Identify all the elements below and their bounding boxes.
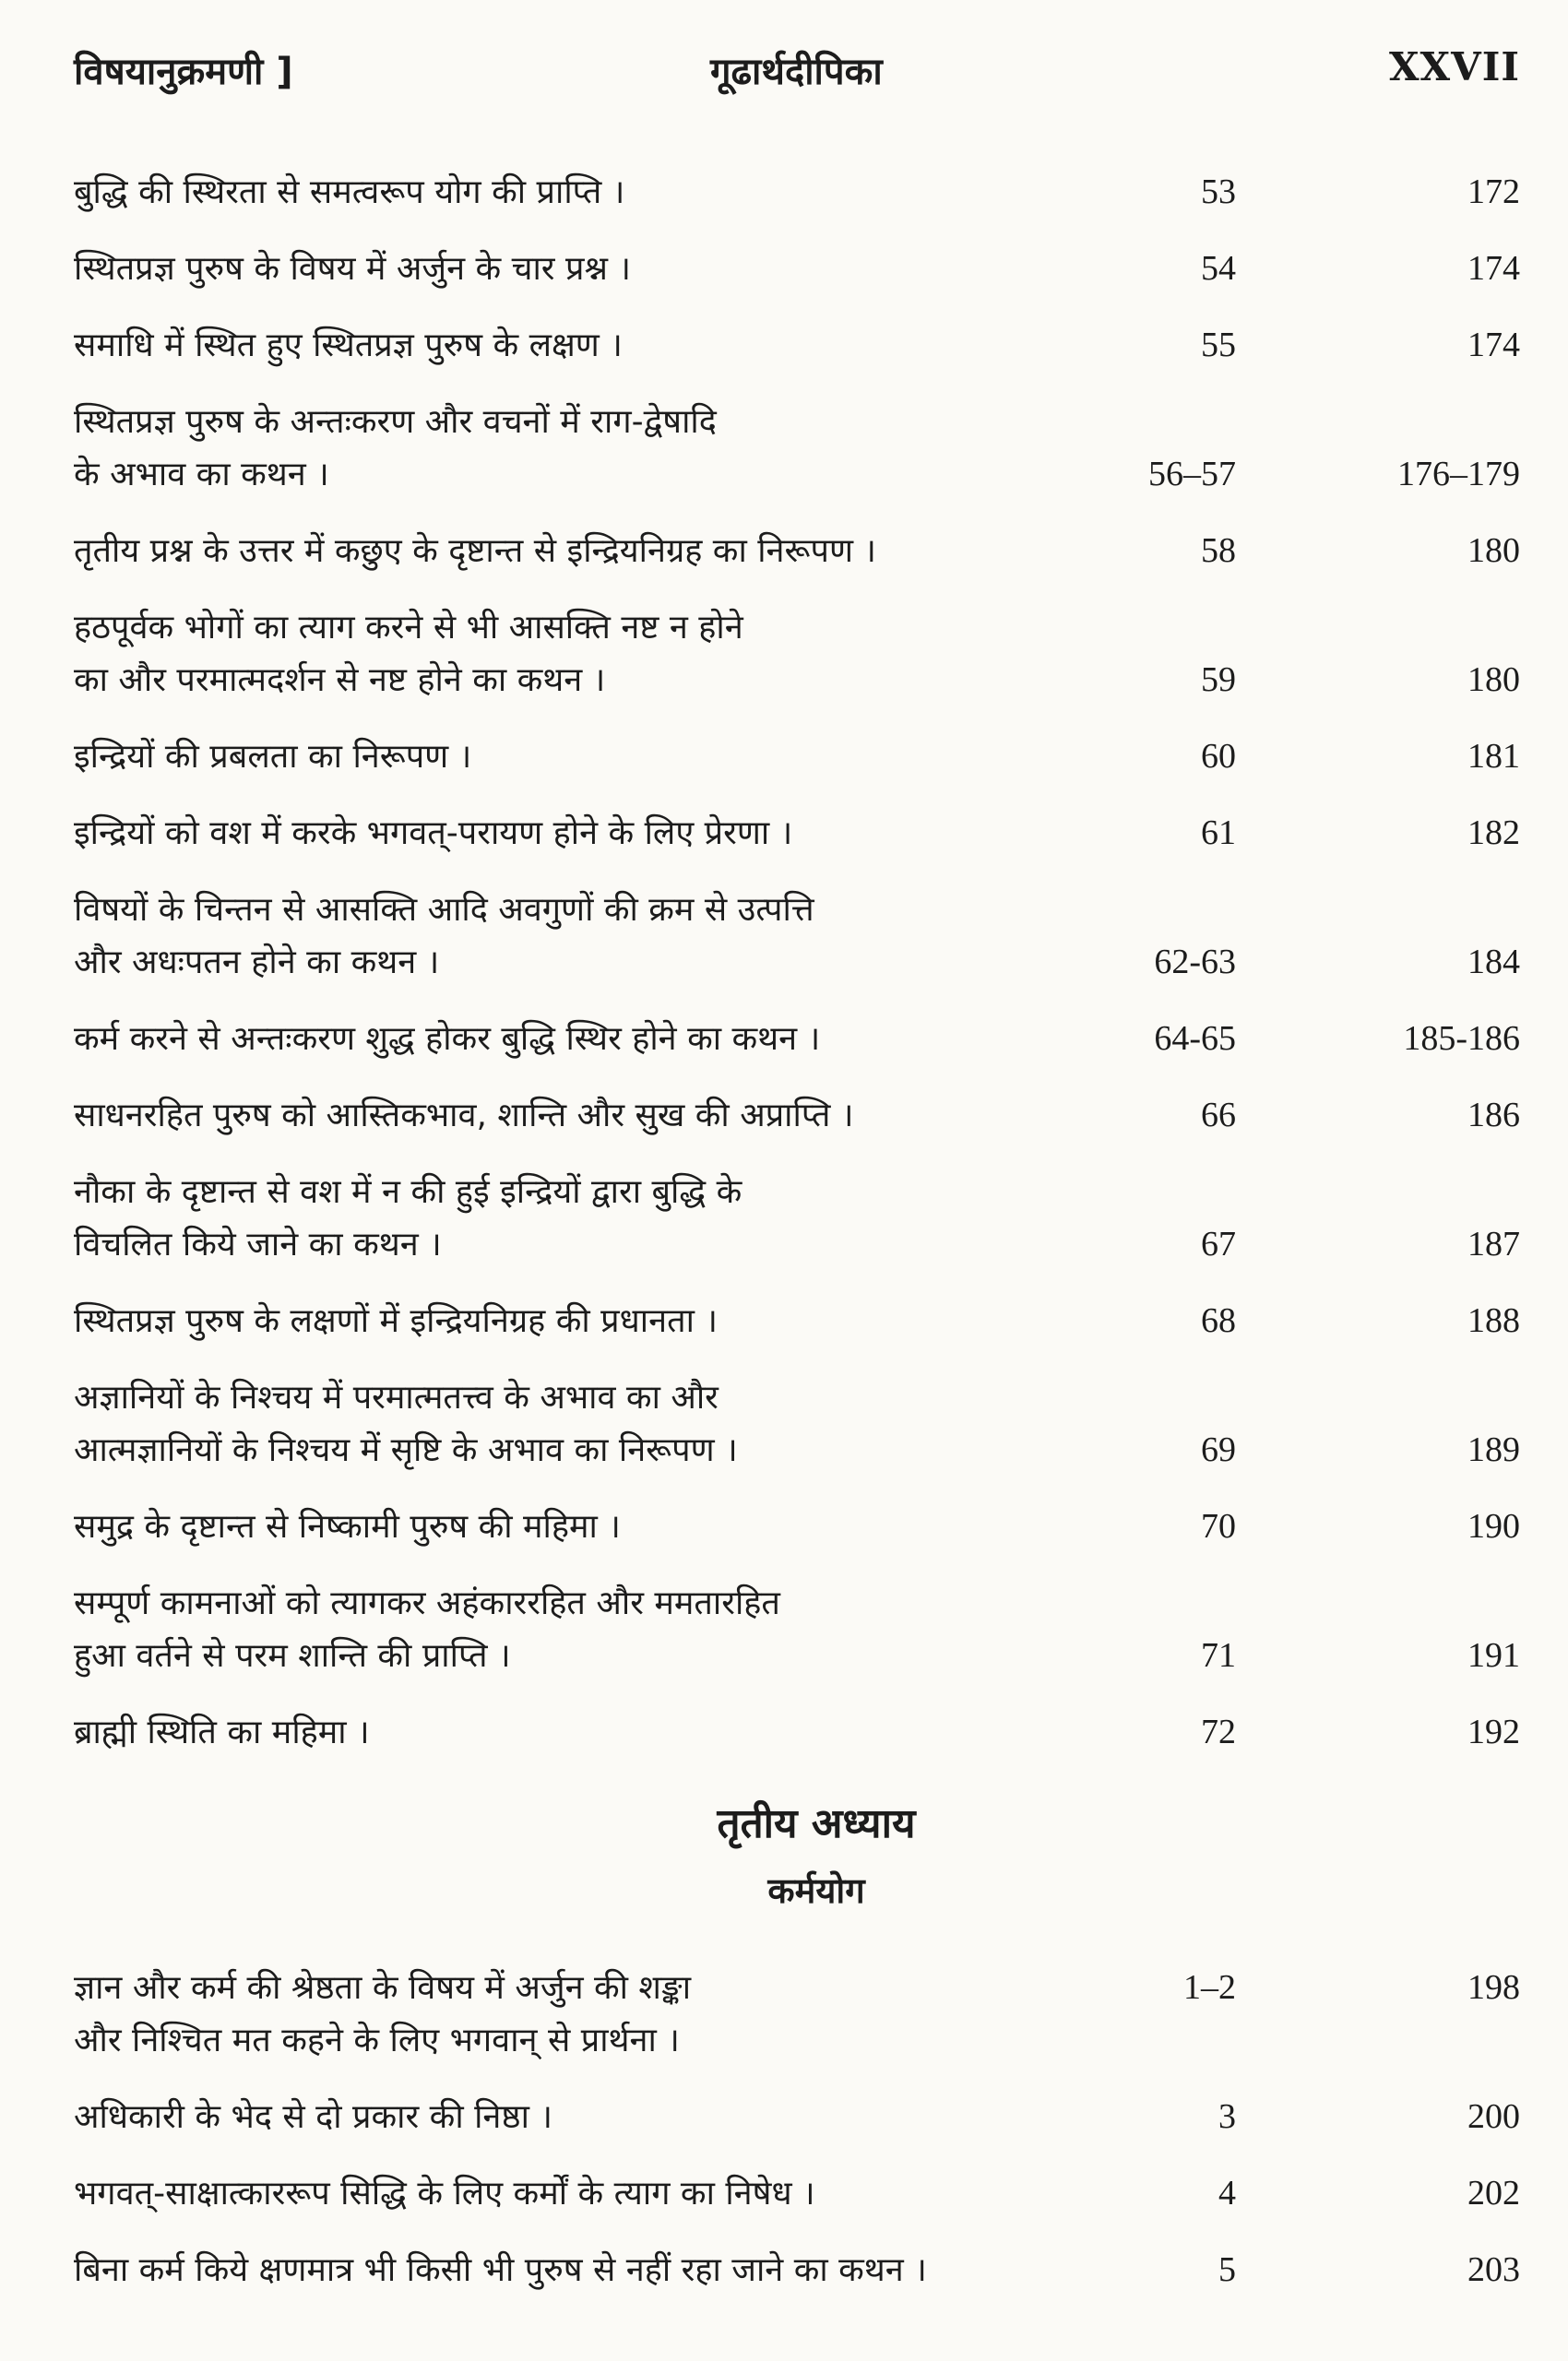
toc-entry: [74, 1166, 1522, 1271]
toc-entry: [74, 601, 1522, 706]
toc-entry: [74, 1089, 1522, 1142]
toc-entry-verse: 4: [1218, 2174, 1236, 2213]
toc-entry-verse: 58: [1201, 531, 1236, 570]
toc-entry-text: अधिकारी के भेद से दो प्रकार की निष्ठा ।: [74, 2098, 553, 2136]
toc-entry: [74, 807, 1522, 860]
toc-entry-verse: 3: [1218, 2097, 1236, 2136]
toc-entry: [74, 1962, 1522, 2067]
toc-entry-page: 176–179: [1397, 455, 1520, 493]
toc-entry-page: 187: [1467, 1225, 1520, 1264]
toc-entry-verse: 61: [1201, 813, 1236, 852]
toc-list: [74, 166, 1522, 2320]
toc-entry: [74, 1013, 1522, 1065]
toc-entry-verse: 68: [1201, 1301, 1236, 1340]
toc-entry: [74, 396, 1522, 501]
toc-entry-text: साधनरहित पुरुष को आस्तिकभाव, शान्ति और सुख की अप्राप्ति ।: [74, 1097, 854, 1134]
toc-entry: [74, 166, 1522, 219]
page-header: [74, 44, 1520, 109]
toc-entry-verse: 5: [1218, 2250, 1236, 2289]
toc-entry: [74, 525, 1522, 577]
header-book-title: गूढार्थदीपिका: [710, 51, 883, 93]
toc-entry-page: 172: [1467, 172, 1520, 211]
toc-entry-text: नौका के दृष्टान्त से वश में न की हुई इन्द्रियों द्वारा बुद्धि के विचलित किये जाने का कथन ।: [74, 1173, 742, 1264]
toc-entry-text: ब्राह्मी स्थिति का महिमा ।: [74, 1714, 370, 1751]
header-section-title: विषयानुक्रमणी ]: [74, 51, 293, 93]
toc-entry-text: तृतीय प्रश्न के उत्तर में कछुए के दृष्टान्त से इन्द्रियनिग्रह का निरूपण ।: [74, 532, 877, 570]
toc-entry-verse: 53: [1201, 172, 1236, 211]
toc-entry-page: 188: [1467, 1301, 1520, 1340]
toc-entry-verse: 71: [1201, 1636, 1236, 1675]
toc-entry-verse: 1–2: [1183, 1968, 1236, 2007]
toc-entry-page: 200: [1467, 2097, 1520, 2136]
toc-entry: [74, 1295, 1522, 1347]
toc-entry-text: कर्म करने से अन्तःकरण शुद्ध होकर बुद्धि स्थिर होने का कथन ।: [74, 1020, 821, 1058]
toc-entry-verse: 67: [1201, 1225, 1236, 1264]
toc-entry-page: 203: [1467, 2250, 1520, 2289]
toc-entry-verse: 59: [1201, 660, 1236, 699]
toc-entry-verse: 62-63: [1154, 943, 1236, 981]
toc-entry-verse: 56–57: [1148, 455, 1236, 493]
toc-entry-page: 192: [1467, 1713, 1520, 1751]
toc-entry-text: इन्द्रियों की प्रबलता का निरूपण ।: [74, 738, 472, 776]
toc-entry: [74, 2091, 1522, 2143]
toc-entry-verse: 60: [1201, 737, 1236, 776]
toc-entry-page: 181: [1467, 737, 1520, 776]
header-page-number: XXVII: [1388, 44, 1520, 89]
toc-entry: [74, 1577, 1522, 1682]
toc-entry-page: 185-186: [1403, 1019, 1520, 1058]
toc-entry-verse: 64-65: [1154, 1019, 1236, 1058]
toc-entry-page: 190: [1467, 1507, 1520, 1546]
toc-entry-page: 184: [1467, 943, 1520, 981]
toc-entry-page: 174: [1467, 249, 1520, 288]
toc-entry-text: सम्पूर्ण कामनाओं को त्यागकर अहंकाररहित और ममतारहित हुआ वर्तने से परम शान्ति की प्राप्ति ।: [74, 1584, 780, 1675]
toc-entry: [74, 884, 1522, 989]
toc-entry-verse: 55: [1201, 326, 1236, 364]
toc-entry-text: स्थितप्रज्ञ पुरुष के विषय में अर्जुन के चार प्रश्न ।: [74, 250, 632, 288]
toc-entry-text: विषयों के चिन्तन से आसक्ति आदि अवगुणों की क्रम से उत्पत्ति और अधःपतन होने का कथन ।: [74, 891, 814, 981]
toc-entry-text: बुद्धि की स्थिरता से समत्वरूप योग की प्राप्ति ।: [74, 173, 625, 211]
toc-entry-text: इन्द्रियों को वश में करके भगवत्-परायण होने के लिए प्रेरणा ।: [74, 814, 793, 852]
toc-entry-text: भगवत्-साक्षात्काररूप सिद्धि के लिए कर्मों के त्याग का निषेध ।: [74, 2175, 815, 2213]
toc-entry-page: 180: [1467, 660, 1520, 699]
toc-entry-page: 180: [1467, 531, 1520, 570]
toc-entry: [74, 319, 1522, 372]
toc-entry-page: 191: [1467, 1636, 1520, 1675]
toc-entry-page: 182: [1467, 813, 1520, 852]
toc-entry: [74, 2167, 1522, 2220]
toc-entry-page: 189: [1467, 1430, 1520, 1469]
toc-entry-text: स्थितप्रज्ञ पुरुष के अन्तःकरण और वचनों में राग-द्वेषादि के अभाव का कथन ।: [74, 403, 717, 493]
toc-entry: [74, 1371, 1522, 1477]
toc-entry: [74, 730, 1522, 783]
chapter-subtitle: कर्मयोग: [767, 1870, 865, 1911]
toc-entry-verse: 66: [1201, 1096, 1236, 1134]
toc-entry-page: 186: [1467, 1096, 1520, 1134]
chapter-title: तृतीय अध्याय: [717, 1800, 916, 1847]
toc-section-3: [74, 1962, 1522, 2296]
toc-entry-page: 198: [1467, 1968, 1520, 2007]
toc-entry: [74, 1501, 1522, 1553]
toc-entry-text: समाधि में स्थित हुए स्थितप्रज्ञ पुरुष के लक्षण ।: [74, 326, 623, 364]
toc-entry-text: समुद्र के दृष्टान्त से निष्कामी पुरुष की महिमा ।: [74, 1508, 621, 1546]
toc-entry: [74, 1706, 1522, 1759]
toc-entry-text: बिना कर्म किये क्षणमात्र भी किसी भी पुरुष से नहीं रहा जाने का कथन ।: [74, 2251, 927, 2289]
toc-entry-text: अज्ञानियों के निश्चय में परमात्मतत्त्व के अभाव का और आत्मज्ञानियों के निश्चय में सृष्टि के अभाव का निरूपण ।: [74, 1379, 738, 1469]
toc-entry-verse: 70: [1201, 1507, 1236, 1546]
toc-entry-verse: 69: [1201, 1430, 1236, 1469]
toc-entry-page: 174: [1467, 326, 1520, 364]
toc-entry-text: ज्ञान और कर्म की श्रेष्ठता के विषय में अर्जुन की शङ्का और निश्चित मत कहने के लिए भगवान् से प्रार्थना ।: [74, 1969, 692, 2059]
toc-section-2: [74, 166, 1522, 1759]
toc-entry: [74, 243, 1522, 295]
toc-entry-verse: 72: [1201, 1713, 1236, 1751]
toc-entry-verse: 54: [1201, 249, 1236, 288]
toc-entry-text: स्थितप्रज्ञ पुरुष के लक्षणों में इन्द्रियनिग्रह की प्रधानता ।: [74, 1302, 719, 1340]
toc-entry-page: 202: [1467, 2174, 1520, 2213]
toc-entry: [74, 2244, 1522, 2296]
toc-entry-text: हठपूर्वक भोगों का त्याग करने से भी आसक्ति नष्ट न होने का और परमात्मदर्शन से नष्ट होने का कथन ।: [74, 609, 743, 699]
